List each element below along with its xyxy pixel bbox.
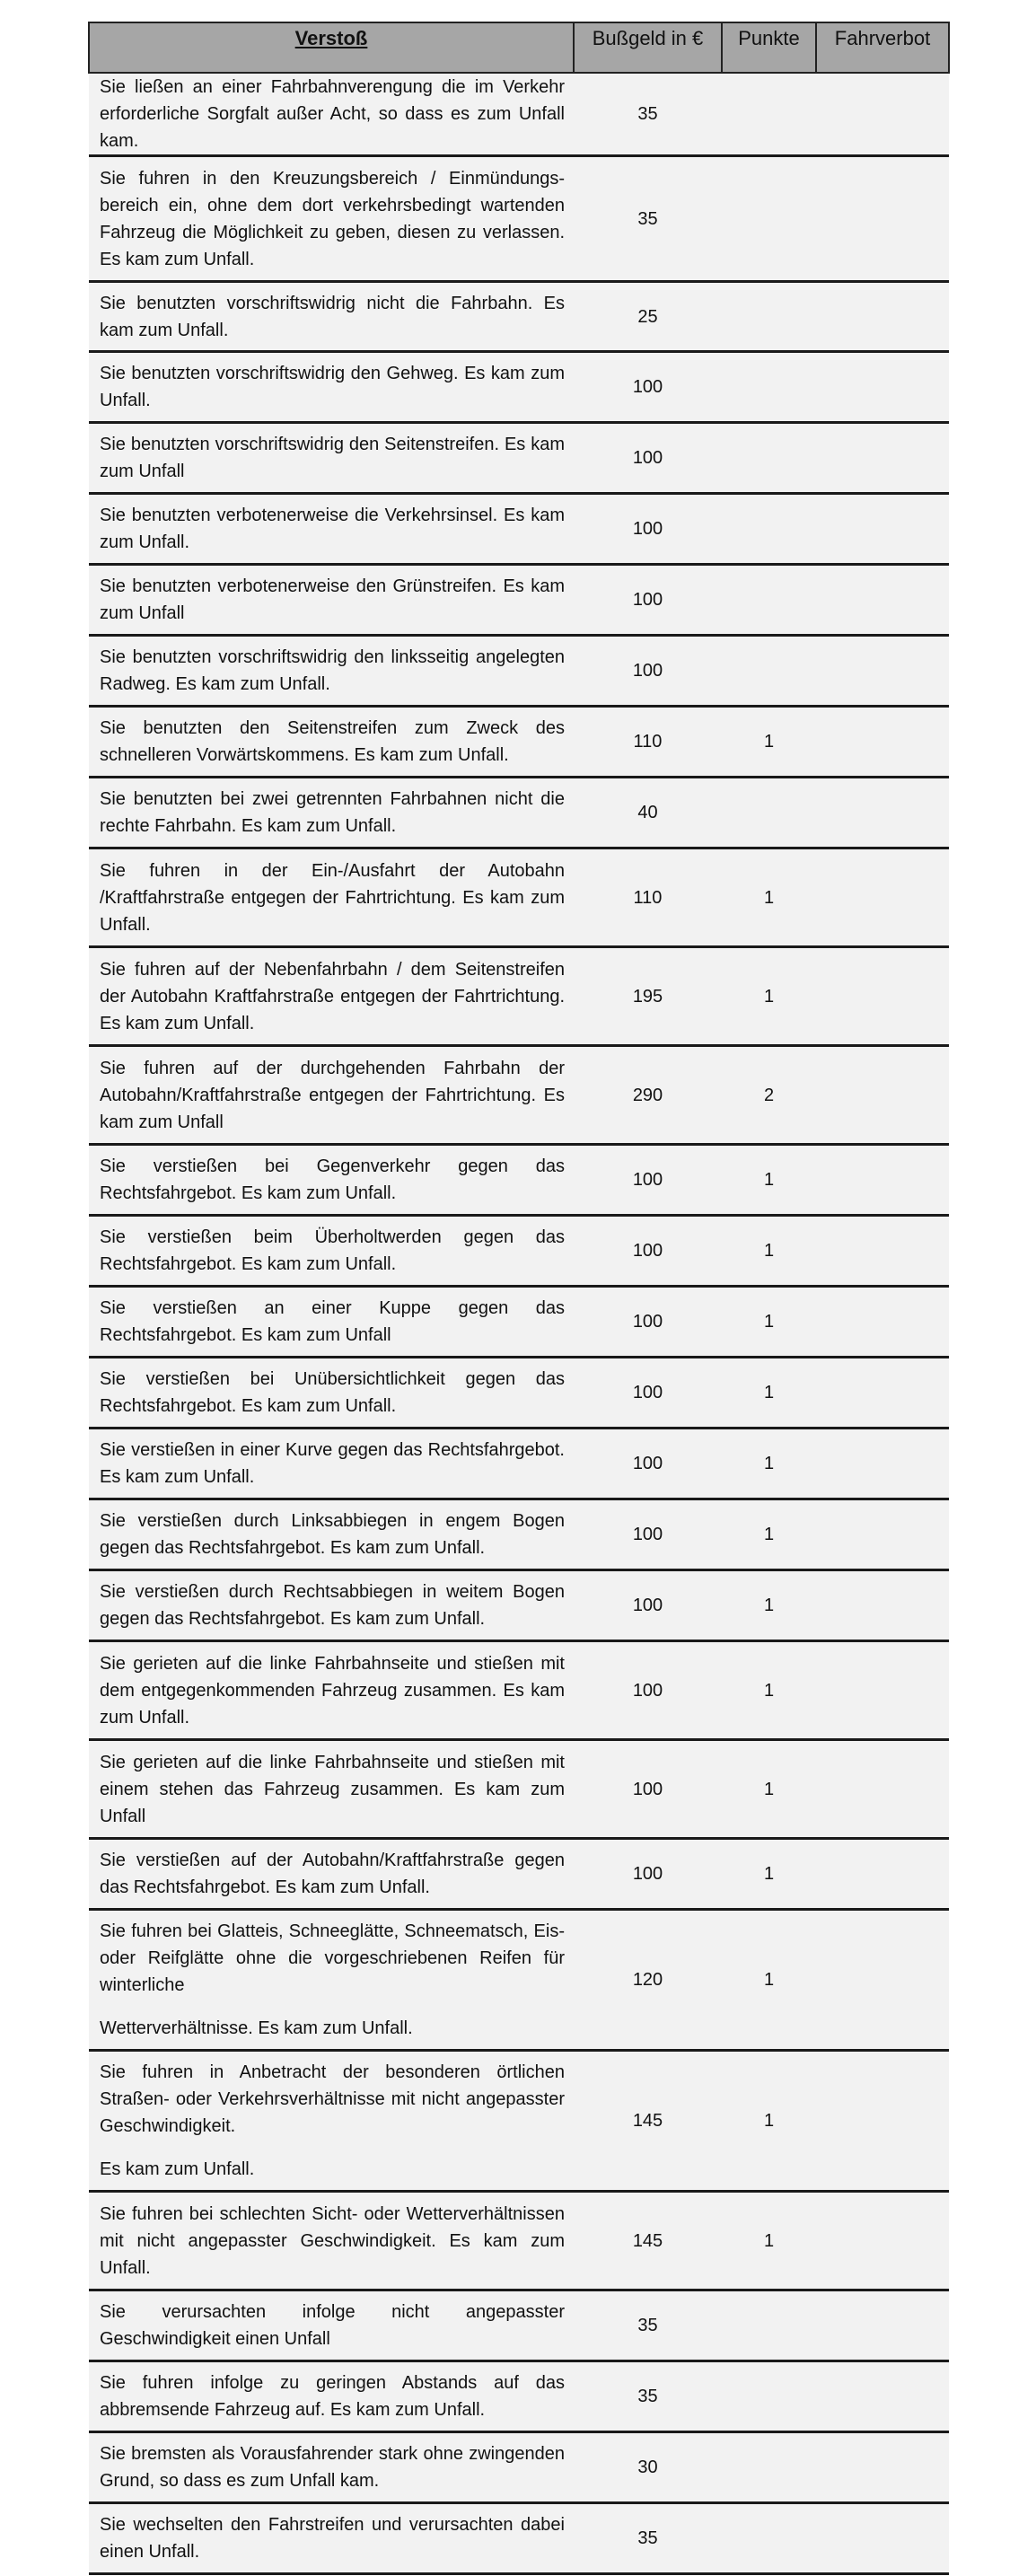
violation-cell <box>89 282 574 352</box>
driving-ban-cell <box>816 2051 949 2192</box>
violation-text: Sie verstießen in einer Kurve gegen das Rechtsfahrgebot. Es kam zum Unfall. <box>100 1440 565 1487</box>
violation-cell <box>89 848 574 947</box>
points-cell: 1 <box>722 2051 816 2192</box>
violation-text: Sie verstießen durch Linksabbiegen in engem Bogen gegen das Rechtsfahrgebot. Es kam zum Unfall. <box>100 1511 565 1558</box>
driving-ban-cell <box>816 1641 949 1740</box>
points-cell <box>722 156 816 282</box>
violation-text: Sie benutzten verbotenerweise die Verkehrsinsel. Es kam zum Unfall. <box>100 506 565 552</box>
violation-cell <box>89 2503 574 2574</box>
driving-ban-cell <box>816 352 949 423</box>
driving-ban-cell <box>816 1287 949 1358</box>
violation-text: Sie wechselten den Fahrstreifen und verursachten dabei einen Unfall. <box>100 2515 565 2562</box>
table-row <box>89 1358 949 1429</box>
header-violation: Verstoß <box>89 22 574 73</box>
points-cell <box>722 2503 816 2574</box>
fine-cell: 100 <box>574 1570 722 1641</box>
violation-text: Sie verstießen bei Unübersichtlichkeit gegen das Rechtsfahrgebot. Es kam zum Unfall. <box>100 1369 565 1416</box>
header-fine: Bußgeld in € <box>574 22 722 73</box>
driving-ban-cell <box>816 1740 949 1839</box>
violation-text: Sie fuhren in Anbetracht der besonderen örtlichen Straßen- oder Verkehrsverhältnisse mit nicht angepasster Geschwindigkeit. <box>100 2062 565 2136</box>
points-cell <box>722 494 816 565</box>
fine-cell: 100 <box>574 1740 722 1839</box>
fine-cell: 110 <box>574 707 722 778</box>
table-row <box>89 423 949 494</box>
points-cell: 1 <box>722 1287 816 1358</box>
violation-text: Sie fuhren auf der Nebenfahrbahn / dem Seitenstreifen der Autobahn Kraftfahrstraße entgegen der Fahrtrichtung. Es kam zum Unfall. <box>100 959 565 1033</box>
driving-ban-cell <box>816 1499 949 1570</box>
fine-cell: 30 <box>574 2432 722 2503</box>
points-cell <box>722 565 816 636</box>
violation-text: Sie verstießen an einer Kuppe gegen das Rechtsfahrgebot. Es kam zum Unfall <box>100 1298 565 1345</box>
violation-cell <box>89 2361 574 2432</box>
violation-text: Sie benutzten vorschriftswidrig den Seitenstreifen. Es kam zum Unfall <box>100 435 565 481</box>
points-cell: 1 <box>722 1216 816 1287</box>
fine-cell: 100 <box>574 1839 722 1910</box>
table-row <box>89 565 949 636</box>
table-row <box>89 1046 949 1145</box>
points-cell: 1 <box>722 1641 816 1740</box>
violation-text: Sie fuhren in der Ein-/Ausfahrt der Autobahn /Kraftfahrstraße entgegen der Fahrtrichtung. Es kam zum Unfall. <box>100 860 565 935</box>
violation-cell <box>89 778 574 848</box>
table-row <box>89 1499 949 1570</box>
table-row <box>89 707 949 778</box>
driving-ban-cell <box>816 947 949 1046</box>
points-cell <box>722 282 816 352</box>
violation-cell <box>89 1839 574 1910</box>
violation-cell <box>89 494 574 565</box>
table-row <box>89 1740 949 1839</box>
points-cell: 1 <box>722 707 816 778</box>
table-row <box>89 352 949 423</box>
driving-ban-cell <box>816 494 949 565</box>
table-row <box>89 2192 949 2290</box>
violation-cell <box>89 1145 574 1216</box>
violation-cell <box>89 1641 574 1740</box>
table-row <box>89 1839 949 1910</box>
violation-text: Wetterverhältnisse. Es kam zum Unfall. <box>100 2018 413 2038</box>
violation-text: Sie fuhren bei Glatteis, Schneeglätte, Schneematsch, Eis- oder Reifglätte ohne die vorgeschriebenen Reifen für winterliche <box>100 1921 565 1995</box>
fine-cell: 100 <box>574 636 722 707</box>
table-row <box>89 848 949 947</box>
driving-ban-cell <box>816 1145 949 1216</box>
points-cell <box>722 778 816 848</box>
violation-cell <box>89 2290 574 2361</box>
table-row <box>89 156 949 282</box>
violation-text: Sie fuhren auf der durchgehenden Fahrbahn der Autobahn/Kraftfahrstraße entgegen der Fahrtrichtung. Es kam zum Unfall <box>100 1058 565 1132</box>
violation-text: Sie fuhren bei schlechten Sicht- oder Wetterverhältnissen mit nicht angepasster Geschwindigkeit. Es kam zum Unfall. <box>100 2203 565 2278</box>
points-cell <box>722 2432 816 2503</box>
table-row <box>89 1641 949 1740</box>
fine-cell: 110 <box>574 848 722 947</box>
table-row <box>89 1216 949 1287</box>
fine-cell: 100 <box>574 1641 722 1740</box>
points-cell <box>722 2290 816 2361</box>
points-cell <box>722 2361 816 2432</box>
points-cell <box>722 423 816 494</box>
driving-ban-cell <box>816 2290 949 2361</box>
driving-ban-cell <box>816 1429 949 1499</box>
fine-cell: 100 <box>574 1499 722 1570</box>
fine-cell: 120 <box>574 1910 722 2051</box>
header-points: Punkte <box>722 22 816 73</box>
fine-cell: 35 <box>574 73 722 156</box>
driving-ban-cell <box>816 73 949 156</box>
fine-cell: 100 <box>574 423 722 494</box>
fine-cell: 100 <box>574 1216 722 1287</box>
violation-text: Sie ließen an einer Fahrbahnverengung die im Verkehr erforderliche Sorgfalt außer Acht, so dass es zum Unfall kam. <box>100 77 565 151</box>
driving-ban-cell <box>816 1570 949 1641</box>
violation-cell <box>89 156 574 282</box>
violation-text: Sie verursachten infolge nicht angepasster Geschwindigkeit einen Unfall <box>100 2302 565 2349</box>
fine-cell: 35 <box>574 2361 722 2432</box>
driving-ban-cell <box>816 2192 949 2290</box>
fine-cell: 35 <box>574 156 722 282</box>
driving-ban-cell <box>816 1910 949 2051</box>
driving-ban-cell <box>816 2503 949 2574</box>
points-cell <box>722 352 816 423</box>
table-row <box>89 947 949 1046</box>
points-cell: 1 <box>722 1358 816 1429</box>
violation-text: Sie gerieten auf die linke Fahrbahnseite und stießen mit einem stehen das Fahrzeug zusammen. Es kam zum Unfall <box>100 1752 565 1826</box>
violation-cell <box>89 2432 574 2503</box>
violation-cell <box>89 707 574 778</box>
driving-ban-cell <box>816 1839 949 1910</box>
table-row <box>89 494 949 565</box>
violation-text: Sie fuhren infolge zu geringen Abstands auf das abbremsende Fahrzeug auf. Es kam zum Unfall. <box>100 2373 565 2420</box>
violation-text: Sie verstießen durch Rechtsabbiegen in weitem Bogen gegen das Rechtsfahrgebot. Es kam zum Unfall. <box>100 1582 565 1629</box>
fine-cell: 145 <box>574 2192 722 2290</box>
violation-cell <box>89 2192 574 2290</box>
driving-ban-cell <box>816 2361 949 2432</box>
violation-cell <box>89 2051 574 2192</box>
violation-text: Sie benutzten vorschriftswidrig den Gehweg. Es kam zum Unfall. <box>100 364 565 410</box>
points-cell: 1 <box>722 947 816 1046</box>
violation-text: Es kam zum Unfall. <box>100 2159 255 2179</box>
violation-cell <box>89 1046 574 1145</box>
table-row <box>89 1145 949 1216</box>
driving-ban-cell <box>816 778 949 848</box>
fine-cell: 25 <box>574 282 722 352</box>
points-cell: 1 <box>722 1145 816 1216</box>
table-row <box>89 2051 949 2192</box>
driving-ban-cell <box>816 156 949 282</box>
points-cell: 2 <box>722 1046 816 1145</box>
points-cell: 1 <box>722 1429 816 1499</box>
driving-ban-cell <box>816 282 949 352</box>
violation-cell <box>89 1358 574 1429</box>
driving-ban-cell <box>816 848 949 947</box>
table-row <box>89 73 949 156</box>
table-row <box>89 1570 949 1641</box>
violation-text: Sie benutzten vorschriftswidrig nicht die Fahrbahn. Es kam zum Unfall. <box>100 293 565 340</box>
table-row <box>89 1429 949 1499</box>
fine-cell: 195 <box>574 947 722 1046</box>
header-row <box>89 22 949 73</box>
driving-ban-cell <box>816 1216 949 1287</box>
violation-cell <box>89 947 574 1046</box>
points-cell <box>722 636 816 707</box>
violation-text: Sie verstießen beim Überholtwerden gegen das Rechtsfahrgebot. Es kam zum Unfall. <box>100 1227 565 1274</box>
fine-cell: 100 <box>574 352 722 423</box>
fine-table <box>88 22 950 2575</box>
fine-cell: 40 <box>574 778 722 848</box>
violation-text: Sie benutzten vorschriftswidrig den linksseitig angelegten Radweg. Es kam zum Unfall. <box>100 647 565 694</box>
violation-text: Sie verstießen bei Gegenverkehr gegen das Rechtsfahrgebot. Es kam zum Unfall. <box>100 1156 565 1203</box>
table-row <box>89 282 949 352</box>
violation-cell <box>89 1429 574 1499</box>
points-cell: 1 <box>722 848 816 947</box>
violation-cell <box>89 1740 574 1839</box>
violation-cell <box>89 1216 574 1287</box>
fine-cell: 100 <box>574 494 722 565</box>
violation-cell <box>89 565 574 636</box>
header-driving-ban: Fahrverbot <box>816 22 949 73</box>
violation-text: Sie bremsten als Vorausfahrender stark ohne zwingenden Grund, so dass es zum Unfall kam. <box>100 2444 565 2491</box>
table-row <box>89 1287 949 1358</box>
violation-text: Sie benutzten verbotenerweise den Grünstreifen. Es kam zum Unfall <box>100 576 565 623</box>
points-cell: 1 <box>722 2192 816 2290</box>
points-cell: 1 <box>722 1740 816 1839</box>
table-row <box>89 636 949 707</box>
table-row <box>89 2361 949 2432</box>
fine-cell: 100 <box>574 1145 722 1216</box>
driving-ban-cell <box>816 707 949 778</box>
driving-ban-cell <box>816 1046 949 1145</box>
violation-cell <box>89 1910 574 2051</box>
violation-cell <box>89 1287 574 1358</box>
table-row <box>89 1910 949 2051</box>
driving-ban-cell <box>816 1358 949 1429</box>
violation-text: Sie benutzten den Seitenstreifen zum Zweck des schnelleren Vorwärtskommens. Es kam zum Unfall. <box>100 718 565 765</box>
points-cell: 1 <box>722 1499 816 1570</box>
fine-cell: 145 <box>574 2051 722 2192</box>
violation-text: Sie gerieten auf die linke Fahrbahnseite und stießen mit dem entgegenkommenden Fahrzeug zusammen. Es kam zum Unfall. <box>100 1653 565 1728</box>
driving-ban-cell <box>816 636 949 707</box>
fine-cell: 100 <box>574 565 722 636</box>
violation-cell <box>89 352 574 423</box>
violation-cell <box>89 1570 574 1641</box>
driving-ban-cell <box>816 2432 949 2503</box>
fine-cell: 100 <box>574 1429 722 1499</box>
points-cell: 1 <box>722 1839 816 1910</box>
points-cell: 1 <box>722 1910 816 2051</box>
fine-cell: 35 <box>574 2290 722 2361</box>
table-row <box>89 2290 949 2361</box>
violation-text: Sie fuhren in den Kreuzungsbereich / Einmündungs-bereich ein, ohne dem dort verkehrsbedingt wartenden Fahrzeug die Möglichkeit zu geben, diesen zu verlassen. Es kam zum Unfall. <box>100 168 565 269</box>
table-row <box>89 2432 949 2503</box>
fine-cell: 100 <box>574 1358 722 1429</box>
table-row <box>89 2503 949 2574</box>
violation-cell <box>89 1499 574 1570</box>
violation-text: Sie verstießen auf der Autobahn/Kraftfahrstraße gegen das Rechtsfahrgebot. Es kam zum Unfall. <box>100 1851 565 1897</box>
driving-ban-cell <box>816 423 949 494</box>
driving-ban-cell <box>816 565 949 636</box>
violation-cell <box>89 636 574 707</box>
points-cell: 1 <box>722 1570 816 1641</box>
violation-text: Sie benutzten bei zwei getrennten Fahrbahnen nicht die rechte Fahrbahn. Es kam zum Unfall. <box>100 789 565 836</box>
fine-cell: 35 <box>574 2503 722 2574</box>
violation-cell <box>89 423 574 494</box>
points-cell <box>722 73 816 156</box>
violation-cell <box>89 73 574 156</box>
table-row <box>89 778 949 848</box>
fine-cell: 290 <box>574 1046 722 1145</box>
fine-cell: 100 <box>574 1287 722 1358</box>
